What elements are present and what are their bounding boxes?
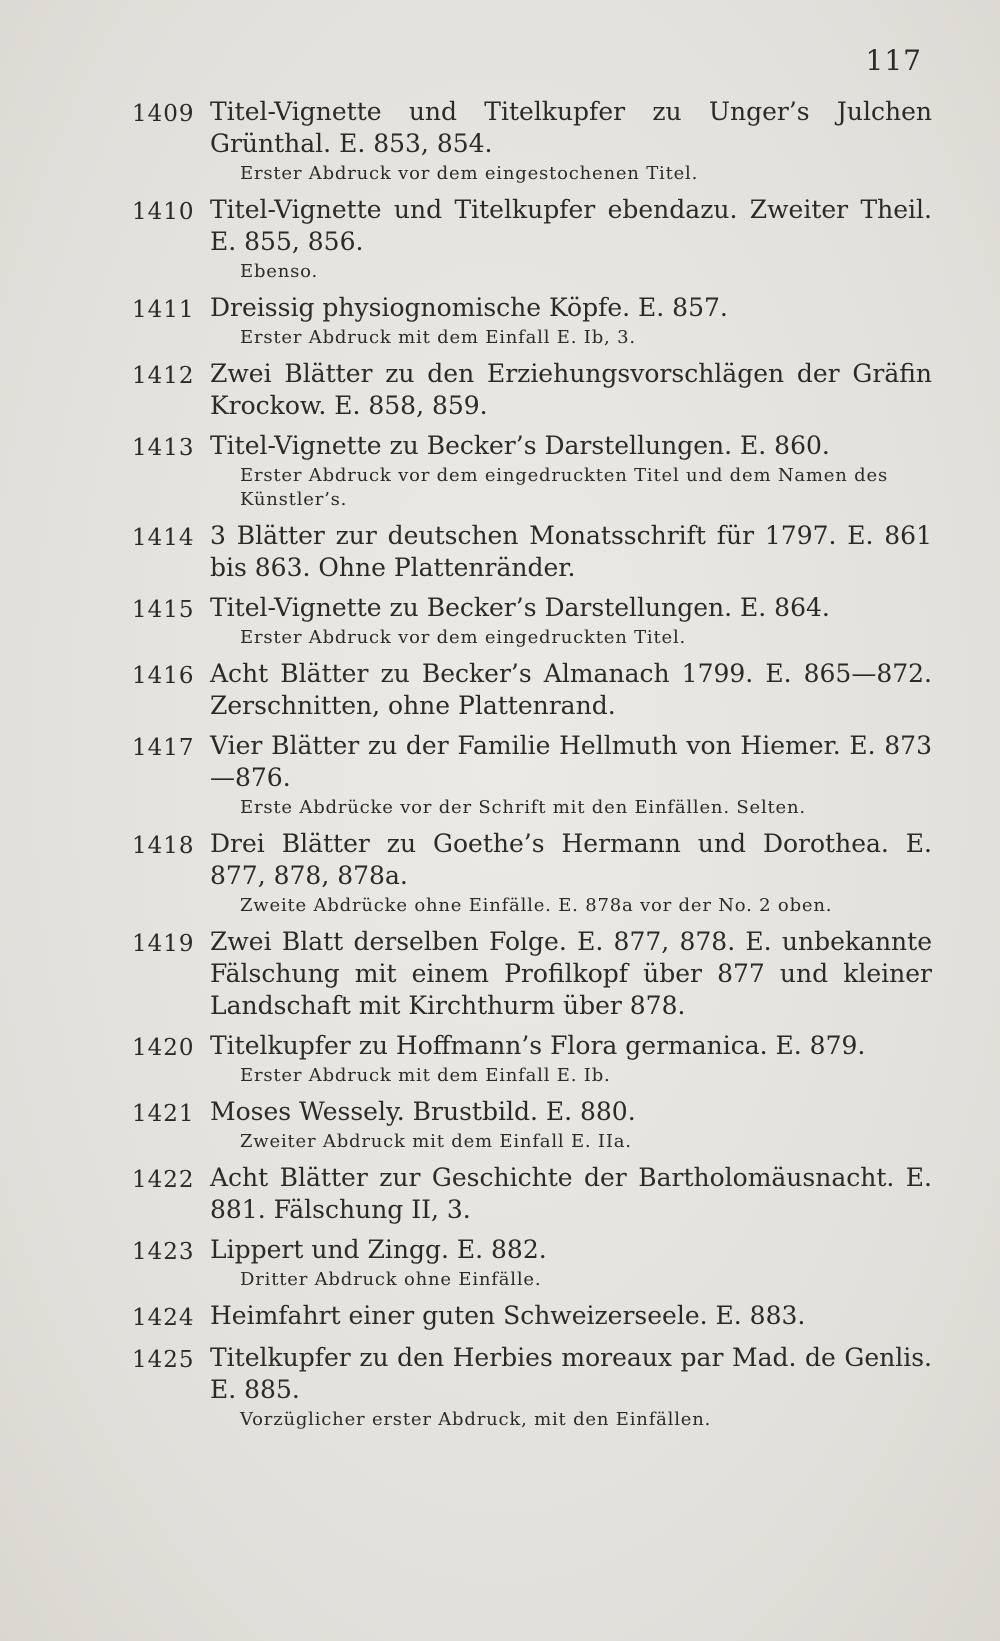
entry-number: 1418 — [132, 833, 195, 859]
entry-number: 1419 — [132, 931, 195, 957]
entry-number: 1420 — [132, 1035, 195, 1061]
catalog-entry — [132, 292, 932, 350]
entry-note: Ebenso. — [240, 261, 318, 282]
catalog-entry — [132, 1234, 932, 1292]
entry-note: Vorzüglicher erster Abdruck, mit den Einfällen. — [240, 1409, 712, 1430]
entry-number: 1425 — [132, 1347, 195, 1373]
entry-text: Titelkupfer zu Hoffmann’s Flora germanica. E. 879. — [210, 1031, 866, 1060]
entry-text: Titel-Vignette zu Becker’s Darstellungen. E. 864. — [210, 593, 830, 622]
entry-text: 3 Blätter zur deutschen Monatsschrift für 1797. E. 861 bis 863. Ohne Plattenränder. — [210, 521, 932, 582]
entry-number: 1415 — [132, 597, 195, 623]
catalog-entry — [132, 1162, 932, 1226]
catalog-entry — [132, 592, 932, 650]
entry-number: 1413 — [132, 435, 195, 461]
catalog-entry — [132, 926, 932, 1022]
entry-note: Erster Abdruck vor dem eingedruckten Titel und dem Namen des Künstler’s. — [240, 465, 888, 510]
entry-text: Zwei Blatt derselben Folge. E. 877, 878. E. unbekannte Fälschung mit einem Profilkopf über 877 und kleiner Landschaft mit Kirchthurm über 878. — [210, 927, 932, 1020]
catalog-entries — [132, 96, 932, 1440]
entry-note: Erster Abdruck mit dem Einfall E. Ib. — [240, 1065, 611, 1086]
catalog-entry — [132, 430, 932, 512]
entry-number: 1411 — [132, 297, 195, 323]
entry-number: 1423 — [132, 1239, 195, 1265]
catalog-entry — [132, 730, 932, 820]
entry-text: Dreissig physiognomische Köpfe. E. 857. — [210, 293, 728, 322]
catalog-entry — [132, 1300, 932, 1334]
entry-number: 1410 — [132, 199, 195, 225]
entry-note: Erste Abdrücke vor der Schrift mit den Einfällen. Selten. — [240, 797, 806, 818]
entry-text: Drei Blätter zu Goethe’s Hermann und Dorothea. E. 877, 878, 878a. — [210, 829, 932, 890]
page-number: 117 — [865, 44, 922, 77]
entry-text: Acht Blätter zu Becker’s Almanach 1799. E. 865—872. Zerschnitten, ohne Plattenrand. — [210, 659, 932, 720]
catalog-entry — [132, 828, 932, 918]
entry-text: Titel-Vignette und Titelkupfer ebendazu. Zweiter Theil. E. 855, 856. — [210, 195, 932, 256]
entry-number: 1414 — [132, 525, 195, 551]
entry-number: 1417 — [132, 735, 195, 761]
entry-note: Dritter Abdruck ohne Einfälle. — [240, 1269, 542, 1290]
entry-note: Erster Abdruck mit dem Einfall E. Ib, 3. — [240, 327, 636, 348]
entry-text: Titel-Vignette zu Becker’s Darstellungen. E. 860. — [210, 431, 830, 460]
entry-number: 1424 — [132, 1305, 195, 1331]
catalog-entry — [132, 1096, 932, 1154]
catalog-entry — [132, 194, 932, 284]
entry-note: Zweite Abdrücke ohne Einfälle. E. 878a vor der No. 2 oben. — [240, 895, 833, 916]
entry-text: Titelkupfer zu den Herbies moreaux par Mad. de Genlis. E. 885. — [210, 1343, 932, 1404]
catalog-entry — [132, 520, 932, 584]
entry-note: Erster Abdruck vor dem eingestochenen Titel. — [240, 163, 699, 184]
entry-text: Zwei Blätter zu den Erziehungsvorschlägen der Gräfin Krockow. E. 858, 859. — [210, 359, 932, 420]
entry-note: Zweiter Abdruck mit dem Einfall E. IIa. — [240, 1131, 632, 1152]
entry-text: Lippert und Zingg. E. 882. — [210, 1235, 547, 1264]
catalog-entry — [132, 1342, 932, 1432]
entry-text: Titel-Vignette und Titelkupfer zu Unger’s Julchen Grünthal. E. 853, 854. — [210, 97, 932, 158]
entry-text: Acht Blätter zur Geschichte der Bartholomäusnacht. E. 881. Fälschung II, 3. — [210, 1163, 932, 1224]
catalog-entry — [132, 1030, 932, 1088]
entry-note: Erster Abdruck vor dem eingedruckten Titel. — [240, 627, 687, 648]
entry-number: 1412 — [132, 363, 195, 389]
entry-number: 1409 — [132, 101, 195, 127]
entry-number: 1421 — [132, 1101, 195, 1127]
entry-text: Moses Wessely. Brustbild. E. 880. — [210, 1097, 636, 1126]
entry-text: Vier Blätter zu der Familie Hellmuth von Hiemer. E. 873—876. — [210, 731, 932, 792]
catalog-entry — [132, 658, 932, 722]
entry-number: 1416 — [132, 663, 195, 689]
catalog-entry — [132, 96, 932, 186]
entry-number: 1422 — [132, 1167, 195, 1193]
entry-text: Heimfahrt einer guten Schweizerseele. E. 883. — [210, 1301, 806, 1330]
catalog-entry — [132, 358, 932, 422]
